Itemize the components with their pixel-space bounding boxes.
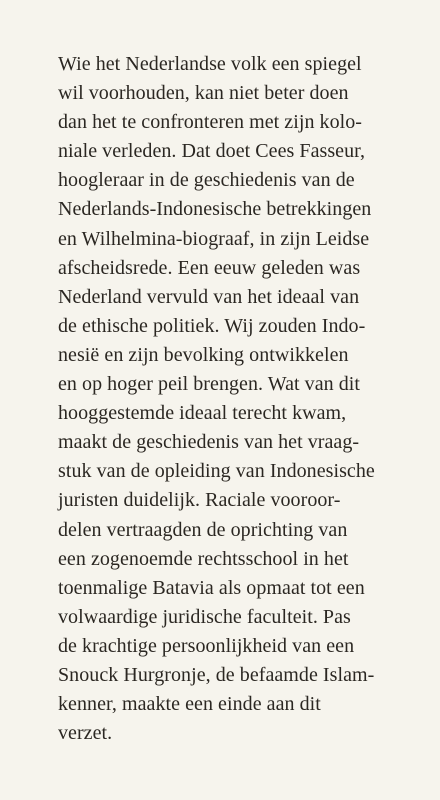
text-line: en Wilhelmina-biograaf, in zijn Leidse [58,227,370,250]
text-line: hoogleraar in de geschiedenis van de [58,169,355,192]
text-line: en op hoger peil brengen. Wat van dit [58,373,361,396]
text-line: delen vertraagden de oprichting van [58,518,348,541]
text-line: Nederlands-Indonesische betrekkingen [58,198,372,221]
text-line: Wie het Nederlandse volk een spiegel [58,53,362,75]
text-line: de krachtige persoonlijkheid van een [58,634,355,657]
text-line: dan het te confronteren met zijn kolo- [58,111,363,134]
body-paragraph [58,50,430,748]
text-line: Snouck Hurgronje, de befaamde Islam- [58,663,375,686]
text-line: een zogenoemde rechtsschool in het [58,547,349,570]
text-line: hooggestemde ideaal terecht kwam, [58,402,347,425]
text-line: stuk van de opleiding van Indonesische [58,460,375,483]
text-line: niale verleden. Dat doet Cees Fasseur, [58,140,366,163]
text-line: verzet. [58,722,113,745]
text-line: nesië en zijn bevolking ontwikkelen [58,343,349,366]
text-line: toenmalige Batavia als opmaat tot een [58,576,365,599]
text-line: afscheidsrede. Een eeuw geleden was [58,256,361,279]
text-line: kenner, maakte een einde aan dit [58,693,321,716]
text-line: de ethische politiek. Wij zouden Indo- [58,314,366,337]
text-line: juristen duidelijk. Raciale vooroor- [58,489,341,512]
text-line: wil voorhouden, kan niet beter doen [58,82,349,105]
text-line: maakt de geschiedenis van het vraag- [58,431,360,454]
text-line: Nederland vervuld van het ideaal van [58,285,360,308]
text-line: volwaardige juridische faculteit. Pas [58,605,351,628]
